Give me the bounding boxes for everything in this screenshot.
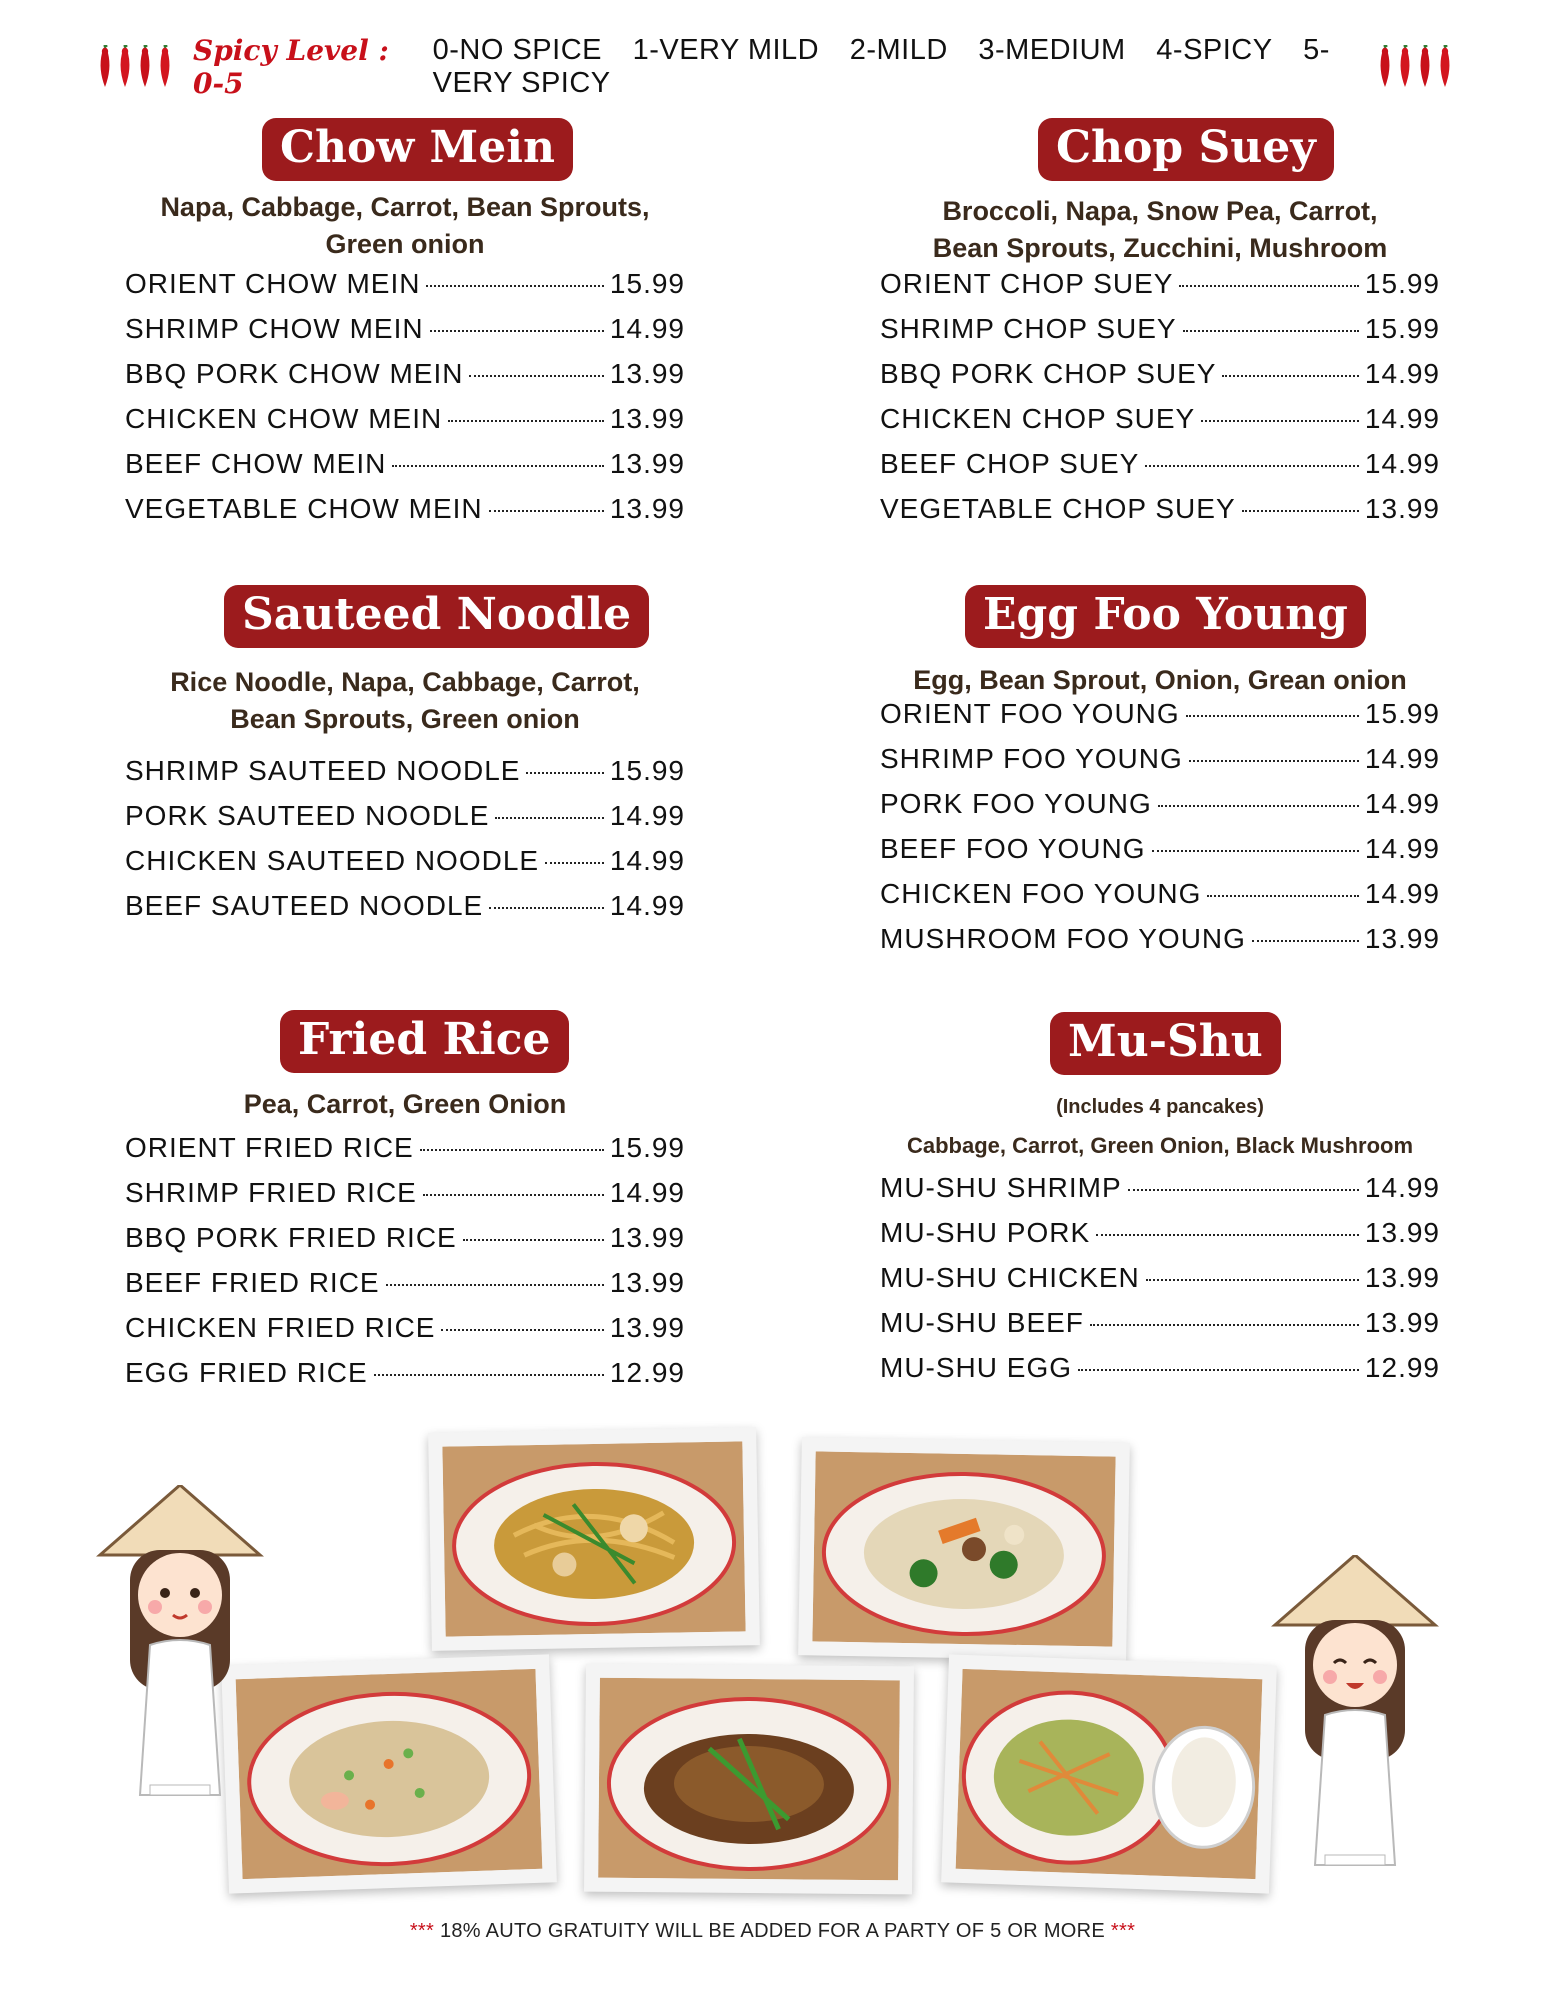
item-name: MU-SHU PORK — [880, 1217, 1091, 1248]
menu-item — [880, 698, 1440, 743]
item-name: EGG FRIED RICE — [125, 1357, 368, 1388]
item-name: SHRIMP CHOW MEIN — [125, 313, 424, 344]
chili-icon — [155, 45, 175, 89]
dot-leader — [463, 1239, 604, 1241]
item-name: SHRIMP CHOP SUEY — [880, 313, 1177, 344]
photo-egg-foo-young — [584, 1664, 914, 1895]
girl-illustration-left — [95, 1485, 265, 1805]
dot-leader — [489, 510, 604, 512]
item-name: SHRIMP FOO YOUNG — [880, 743, 1183, 774]
menu-item — [880, 1352, 1440, 1397]
section-egg-foo-young — [880, 585, 1440, 975]
item-price: 13.99 — [609, 358, 685, 389]
item-price: 14.99 — [609, 1177, 685, 1208]
dot-leader — [441, 1329, 603, 1331]
item-price: 14.99 — [609, 890, 685, 921]
item-price: 13.99 — [1364, 493, 1440, 524]
chow-mein-plate-image — [442, 1441, 745, 1636]
item-name: ORIENT FOO YOUNG — [880, 698, 1180, 729]
item-price: 14.99 — [1364, 878, 1440, 909]
section-note: (Includes 4 pancakes) — [1056, 1096, 1264, 1118]
item-name: BEEF FOO YOUNG — [880, 833, 1146, 864]
dot-leader — [1096, 1234, 1359, 1236]
menu-item — [125, 890, 685, 935]
girl-illustration-right — [1270, 1555, 1440, 1875]
section-description: Egg, Bean Sprout, Onion, Grean onion — [913, 665, 1407, 695]
section-title: Chow Mein — [262, 118, 573, 181]
item-name: MUSHROOM FOO YOUNG — [880, 923, 1246, 954]
chili-icon — [1395, 45, 1415, 89]
spicy-level-title: Spicy Level : 0-5 — [193, 34, 389, 100]
section-description: Bean Sprouts, Zucchini, Mushroom — [932, 233, 1388, 263]
item-name: MU-SHU CHICKEN — [880, 1262, 1140, 1293]
item-name: ORIENT CHOW MEIN — [125, 268, 421, 299]
menu-item — [880, 1262, 1440, 1307]
dot-leader — [374, 1374, 604, 1376]
section-title: Egg Foo Young — [965, 585, 1366, 648]
item-price: 13.99 — [1364, 1307, 1440, 1338]
menu-item — [125, 358, 685, 403]
chili-icon — [115, 45, 135, 89]
section-description: Rice Noodle, Napa, Cabbage, Carrot, — [170, 667, 640, 697]
section-mu-shu — [880, 1012, 1440, 1392]
dot-leader — [448, 420, 604, 422]
chili-icon — [135, 45, 155, 89]
dot-leader — [1207, 895, 1359, 897]
photo-chop-suey — [798, 1437, 1130, 1661]
photo-chow-mein — [428, 1427, 760, 1651]
section-description: Broccoli, Napa, Snow Pea, Carrot, — [942, 196, 1378, 226]
section-fried-rice — [125, 1010, 685, 1410]
menu-item-list — [125, 1132, 685, 1402]
item-name: VEGETABLE CHOP SUEY — [880, 493, 1236, 524]
item-price: 14.99 — [609, 800, 685, 831]
item-price: 14.99 — [1364, 1172, 1440, 1203]
item-price: 15.99 — [1364, 313, 1440, 344]
spicy-level-3: 3-MEDIUM — [978, 34, 1126, 66]
item-price: 14.99 — [1364, 743, 1440, 774]
item-name: CHICKEN FOO YOUNG — [880, 878, 1202, 909]
item-price: 14.99 — [1364, 448, 1440, 479]
menu-item — [880, 878, 1440, 923]
gratuity-notice — [0, 1920, 1545, 1943]
menu-item-list — [125, 268, 685, 538]
footer-stars-right: *** — [1110, 1920, 1136, 1942]
item-name: BEEF FRIED RICE — [125, 1267, 380, 1298]
item-price: 13.99 — [609, 1222, 685, 1253]
dot-leader — [1201, 420, 1359, 422]
menu-item — [880, 358, 1440, 403]
mu-shu-plate-image — [956, 1669, 1263, 1879]
dot-leader — [1158, 805, 1359, 807]
dot-leader — [420, 1149, 604, 1151]
item-name: CHICKEN SAUTEED NOODLE — [125, 845, 540, 876]
spicy-level-2: 2-MILD — [849, 34, 948, 66]
dot-leader — [1145, 465, 1359, 467]
section-sauteed-noodle — [125, 585, 685, 930]
section-title: Fried Rice — [280, 1010, 569, 1073]
section-description: Cabbage, Carrot, Green Onion, Black Mushroom — [906, 1133, 1414, 1158]
item-name: VEGETABLE CHOW MEIN — [125, 493, 483, 524]
dot-leader — [386, 1284, 604, 1286]
dot-leader — [1128, 1189, 1359, 1191]
item-price: 15.99 — [1364, 268, 1440, 299]
dot-leader — [495, 817, 604, 819]
menu-item — [125, 1132, 685, 1177]
chili-icon — [1415, 45, 1435, 89]
section-chow-mein — [125, 118, 685, 538]
section-description: Bean Sprouts, Green onion — [230, 704, 580, 734]
menu-item — [125, 403, 685, 448]
item-name: BEEF CHOW MEIN — [125, 448, 387, 479]
item-price: 15.99 — [609, 268, 685, 299]
item-price: 15.99 — [1364, 698, 1440, 729]
item-price: 13.99 — [609, 1267, 685, 1298]
item-price: 14.99 — [609, 313, 685, 344]
item-name: MU-SHU SHRIMP — [880, 1172, 1122, 1203]
item-price: 13.99 — [1364, 1217, 1440, 1248]
item-name: BBQ PORK FRIED RICE — [125, 1222, 457, 1253]
item-price: 14.99 — [1364, 403, 1440, 434]
spicy-level-0: 0-NO SPICE — [432, 34, 602, 66]
dot-leader — [1179, 285, 1358, 287]
menu-item — [125, 313, 685, 358]
dot-leader — [426, 285, 603, 287]
menu-item — [880, 788, 1440, 833]
item-name: CHICKEN FRIED RICE — [125, 1312, 436, 1343]
menu-item — [880, 1307, 1440, 1352]
menu-item — [880, 403, 1440, 448]
dot-leader — [1146, 1279, 1359, 1281]
menu-item — [125, 800, 685, 845]
item-price: 14.99 — [1364, 788, 1440, 819]
photo-fried-rice — [221, 1654, 557, 1893]
spicy-level-list — [433, 34, 1363, 100]
dot-leader — [1078, 1369, 1359, 1371]
dot-leader — [1222, 375, 1358, 377]
dot-leader — [1183, 330, 1359, 332]
item-name: BBQ PORK CHOP SUEY — [880, 358, 1217, 389]
item-name: SHRIMP FRIED RICE — [125, 1177, 417, 1208]
item-name: CHICKEN CHOP SUEY — [880, 403, 1196, 434]
dot-leader — [545, 862, 604, 864]
chili-icons-left — [95, 45, 175, 89]
menu-item — [125, 1177, 685, 1222]
item-price: 12.99 — [609, 1357, 685, 1388]
egg-foo-young-plate-image — [598, 1678, 900, 1881]
item-name: ORIENT FRIED RICE — [125, 1132, 414, 1163]
menu-item-list — [880, 1172, 1440, 1397]
item-price: 13.99 — [1364, 923, 1440, 954]
menu-item — [880, 1217, 1440, 1262]
menu-item — [880, 743, 1440, 788]
dot-leader — [1186, 715, 1359, 717]
chili-icon — [95, 45, 115, 89]
item-price: 13.99 — [1364, 1262, 1440, 1293]
spicy-level-5: 5-VERY SPICY — [432, 34, 1330, 99]
chop-suey-plate-image — [812, 1451, 1115, 1646]
dot-leader — [430, 330, 604, 332]
chili-icons-right — [1375, 45, 1455, 89]
menu-item — [125, 1312, 685, 1357]
item-name: MU-SHU EGG — [880, 1352, 1072, 1383]
menu-item — [125, 845, 685, 890]
menu-item — [880, 833, 1440, 878]
item-name: CHICKEN CHOW MEIN — [125, 403, 443, 434]
menu-item-list — [125, 755, 685, 935]
dot-leader — [469, 375, 603, 377]
item-price: 14.99 — [1364, 358, 1440, 389]
menu-item — [880, 493, 1440, 538]
menu-item — [880, 1172, 1440, 1217]
menu-item — [880, 268, 1440, 313]
menu-item — [880, 923, 1440, 968]
dot-leader — [489, 907, 604, 909]
menu-item-list — [880, 698, 1440, 968]
footer-stars-left: *** — [409, 1920, 435, 1942]
footer-text: 18% AUTO GRATUITY WILL BE ADDED FOR A PARTY OF 5 OR MORE — [439, 1920, 1106, 1942]
section-title: Mu-Shu — [1050, 1012, 1281, 1075]
menu-item — [880, 448, 1440, 493]
dot-leader — [1252, 940, 1359, 942]
item-name: BEEF SAUTEED NOODLE — [125, 890, 484, 921]
spicy-level-4: 4-SPICY — [1156, 34, 1273, 66]
dot-leader — [1242, 510, 1359, 512]
spicy-level-bar — [95, 34, 1455, 100]
menu-item — [125, 755, 685, 800]
menu-item — [125, 1267, 685, 1312]
section-chop-suey — [880, 118, 1440, 538]
fried-rice-plate-image — [236, 1669, 543, 1879]
item-name: PORK SAUTEED NOODLE — [125, 800, 490, 831]
item-price: 13.99 — [609, 493, 685, 524]
menu-item — [880, 313, 1440, 358]
item-name: SHRIMP SAUTEED NOODLE — [125, 755, 521, 786]
item-price: 14.99 — [1364, 833, 1440, 864]
menu-item — [125, 1222, 685, 1267]
item-name: ORIENT CHOP SUEY — [880, 268, 1174, 299]
item-name: BEEF CHOP SUEY — [880, 448, 1140, 479]
item-name: PORK FOO YOUNG — [880, 788, 1152, 819]
menu-item — [125, 1357, 685, 1402]
dot-leader — [1152, 850, 1359, 852]
spicy-level-1: 1-VERY MILD — [632, 34, 820, 66]
item-price: 13.99 — [609, 403, 685, 434]
item-price: 13.99 — [609, 1312, 685, 1343]
item-name: BBQ PORK CHOW MEIN — [125, 358, 464, 389]
dot-leader — [423, 1194, 604, 1196]
dot-leader — [526, 772, 603, 774]
item-price: 13.99 — [609, 448, 685, 479]
section-title: Sauteed Noodle — [224, 585, 649, 648]
item-price: 15.99 — [609, 755, 685, 786]
chili-icon — [1375, 45, 1395, 89]
dot-leader — [392, 465, 604, 467]
item-price: 14.99 — [609, 845, 685, 876]
menu-item — [125, 268, 685, 313]
menu-item — [125, 448, 685, 493]
item-price: 12.99 — [1364, 1352, 1440, 1383]
item-price: 15.99 — [609, 1132, 685, 1163]
photo-mu-shu — [941, 1654, 1277, 1893]
menu-item-list — [880, 268, 1440, 538]
item-name: MU-SHU BEEF — [880, 1307, 1084, 1338]
chili-icon — [1435, 45, 1455, 89]
section-description: Pea, Carrot, Green Onion — [243, 1089, 567, 1119]
section-description: Napa, Cabbage, Carrot, Bean Sprouts, — [160, 192, 650, 222]
section-description: Green onion — [325, 229, 485, 259]
dot-leader — [1189, 760, 1359, 762]
dot-leader — [1090, 1324, 1359, 1326]
section-title: Chop Suey — [1038, 118, 1334, 181]
menu-item — [125, 493, 685, 538]
